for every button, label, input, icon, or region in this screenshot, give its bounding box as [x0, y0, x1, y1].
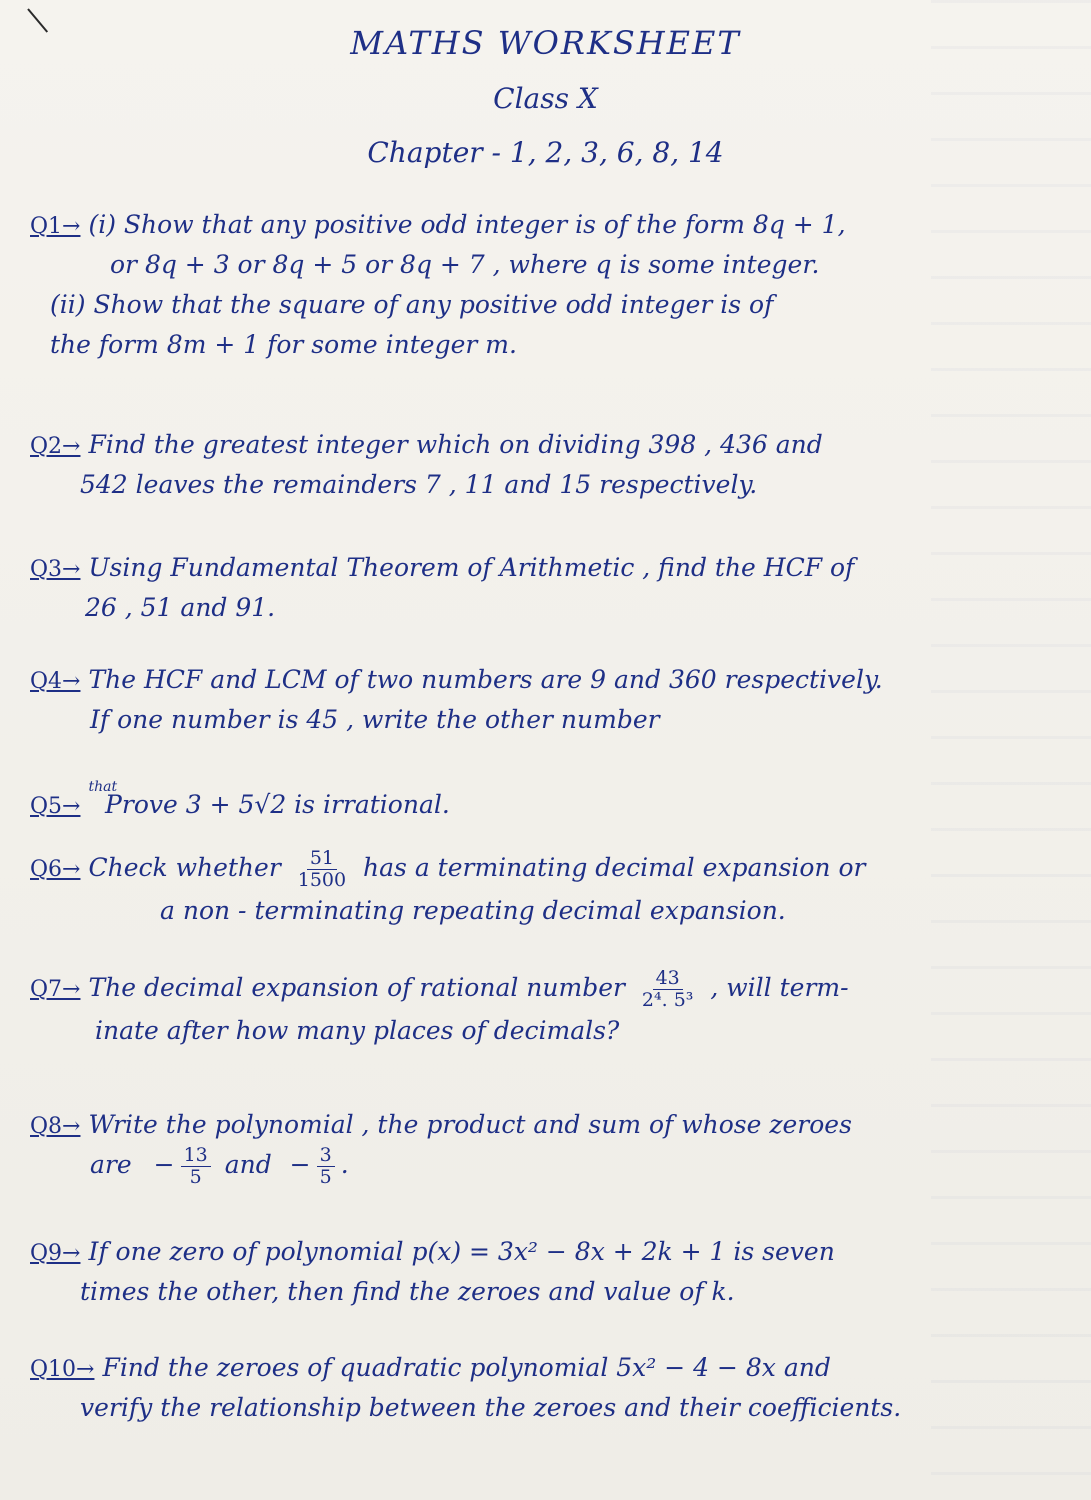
question-number: Q10→: [30, 1357, 95, 1382]
fraction-numerator: 13: [181, 1145, 211, 1167]
question-number: Q9→: [30, 1241, 81, 1266]
question-text-line: or 8q + 3 or 8q + 5 or 8q + 7 , where q is some integer.: [110, 250, 820, 279]
question-5: [30, 779, 1060, 825]
fraction-numerator: 43: [653, 968, 683, 990]
question-10: [30, 1348, 1060, 1428]
inserted-word: that: [88, 779, 118, 795]
chapter-list: Chapter - 1, 2, 3, 6, 8, 14: [367, 136, 724, 169]
question-text: .: [340, 1150, 349, 1179]
question-text: are: [90, 1150, 132, 1179]
question-text-line: a non - terminating repeating decimal expansion.: [160, 895, 786, 925]
question-2: [30, 425, 1060, 505]
question-text-line: inate after how many places of decimals?: [95, 1015, 620, 1045]
question-number: Q2→: [30, 434, 81, 459]
question-number: Q7→: [30, 977, 81, 1002]
question-text-line: Find the zeroes of quadratic polynomial 5x² − 4 − 8x and: [102, 1353, 831, 1382]
question-text-line: (ii) Show that the square of any positive odd integer is of: [50, 290, 774, 319]
question-text-line: Find the greatest integer which on dividing 398 , 436 and: [88, 430, 823, 459]
question-text-line: If one zero of polynomial p(x) = 3x² − 8x + 2k + 1 is seven: [88, 1237, 835, 1266]
question-text-line: Write the polynomial , the product and sum of whose zeroes: [88, 1110, 852, 1139]
fraction: [639, 968, 697, 1011]
question-number: Q4→: [30, 669, 81, 694]
question-8: Q8→ Write the polynomial , the product and sum of whose zeroes are − $\frac{13}{5}$ and − $\frac{3}{5}$ .: [30, 1110, 852, 1188]
worksheet-title: MATHS WORKSHEET: [350, 24, 741, 62]
question-number: Q3→: [30, 557, 81, 582]
question-number: Q8→: [30, 1114, 81, 1139]
question-text: The decimal expansion of rational number: [88, 973, 625, 1002]
class-label: Class X: [493, 82, 598, 115]
question-text-line: 542 leaves the remainders 7 , 11 and 15 respectively.: [80, 470, 758, 499]
question-number: Q1→: [30, 214, 81, 239]
fraction-denominator: 2⁴. 5³: [641, 989, 694, 1011]
question-text-line: 26 , 51 and 91.: [85, 593, 276, 622]
question-text-line: Prove 3 + 5√2 is irrational.: [105, 790, 450, 819]
question-text-line: If one number is 45 , write the other number: [90, 705, 660, 734]
fraction-denominator: 1500: [297, 869, 347, 891]
question-text-line: times the other, then find the zeroes and value of k.: [80, 1277, 735, 1306]
question-4: [30, 660, 1060, 740]
question-number: Q6→: [30, 857, 81, 882]
question-1: [30, 205, 1060, 365]
fraction-denominator: 5: [189, 1166, 202, 1188]
fraction-denominator: 5: [319, 1166, 332, 1188]
question-text-line: (i) Show that any positive odd integer is of the form 8q + 1,: [88, 210, 846, 239]
question-text-line: verify the relationship between the zeroes and their coefficients.: [80, 1393, 902, 1422]
question-number: Q5→: [30, 794, 81, 819]
question-text: has a terminating decimal expansion or: [363, 853, 866, 882]
question-7: [30, 968, 1060, 1051]
question-text: , will term-: [710, 973, 849, 1002]
fraction-numerator: 3: [317, 1145, 335, 1167]
question-text-line: Using Fundamental Theorem of Arithmetic , find the HCF of: [88, 553, 855, 582]
question-9: [30, 1232, 1060, 1312]
fraction: [295, 848, 349, 891]
fraction-numerator: 51: [307, 848, 337, 870]
fraction: [317, 1145, 335, 1188]
question-3: [30, 548, 1060, 628]
question-text: Check whether: [88, 853, 281, 882]
question-text-line: The HCF and LCM of two numbers are 9 and 360 respectively.: [88, 665, 883, 694]
question-6: [30, 848, 1060, 931]
question-text: and: [224, 1150, 272, 1179]
fraction: [181, 1145, 211, 1188]
question-text-line: the form 8m + 1 for some integer m.: [50, 330, 517, 359]
